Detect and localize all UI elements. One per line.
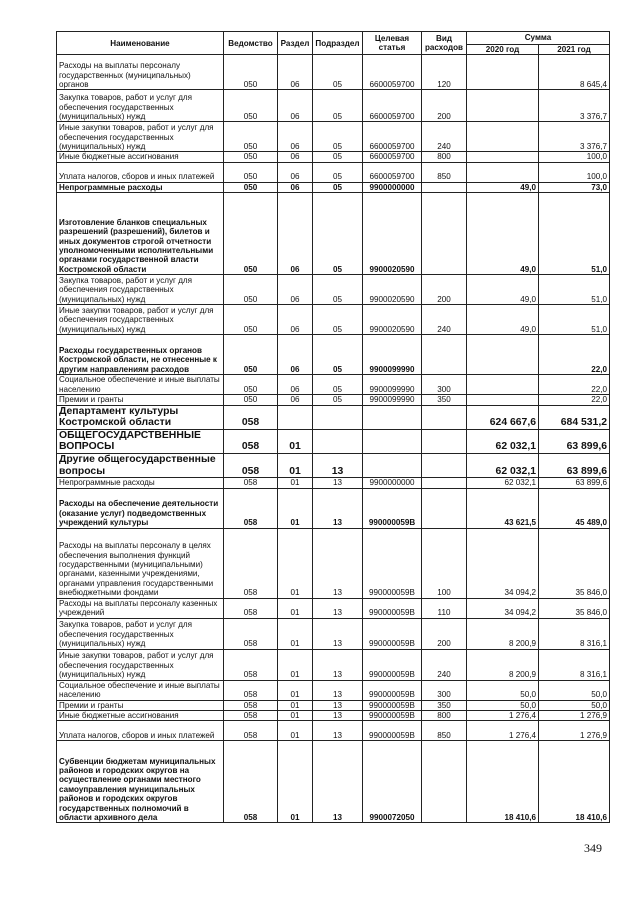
row-section: 06 bbox=[278, 122, 313, 152]
row-sum-2021: 73,0 bbox=[539, 182, 610, 192]
row-type: 300 bbox=[422, 375, 467, 395]
row-dept: 050 bbox=[224, 395, 278, 405]
row-sum-2020: 49,0 bbox=[467, 193, 539, 275]
row-section bbox=[278, 405, 313, 429]
row-sum-2020 bbox=[467, 122, 539, 152]
table-row bbox=[57, 454, 610, 478]
row-subsection: 13 bbox=[313, 598, 363, 618]
row-dept: 058 bbox=[224, 618, 278, 649]
row-target bbox=[363, 454, 422, 478]
header-subsection: Подраздел bbox=[313, 32, 363, 55]
row-section: 01 bbox=[278, 528, 313, 598]
row-subsection: 05 bbox=[313, 152, 363, 162]
row-type: 240 bbox=[422, 649, 467, 680]
row-dept: 058 bbox=[224, 478, 278, 488]
header-section: Раздел bbox=[278, 32, 313, 55]
table-row bbox=[57, 122, 610, 152]
row-subsection: 05 bbox=[313, 193, 363, 275]
row-sum-2021: 35 846,0 bbox=[539, 598, 610, 618]
row-type: 200 bbox=[422, 618, 467, 649]
row-type: 100 bbox=[422, 528, 467, 598]
table-row bbox=[57, 741, 610, 823]
row-target: 6600059700 bbox=[363, 162, 422, 182]
row-subsection: 05 bbox=[313, 275, 363, 305]
row-subsection: 13 bbox=[313, 680, 363, 700]
row-type: 120 bbox=[422, 55, 467, 90]
row-sum-2021: 51,0 bbox=[539, 275, 610, 305]
row-sum-2021: 22,0 bbox=[539, 395, 610, 405]
row-target bbox=[363, 429, 422, 453]
row-name: Закупка товаров, работ и услуг для обеспечения государственных (муниципальных) нужд bbox=[57, 618, 224, 649]
row-subsection: 05 bbox=[313, 162, 363, 182]
row-target: 990000059В bbox=[363, 598, 422, 618]
row-target: 9900000000 bbox=[363, 182, 422, 192]
table-row bbox=[57, 305, 610, 335]
table-row bbox=[57, 182, 610, 192]
row-sum-2021: 18 410,6 bbox=[539, 741, 610, 823]
row-sum-2021: 22,0 bbox=[539, 335, 610, 375]
row-dept: 058 bbox=[224, 700, 278, 710]
row-target: 6600059700 bbox=[363, 90, 422, 122]
row-subsection: 05 bbox=[313, 395, 363, 405]
row-target: 9900099990 bbox=[363, 375, 422, 395]
row-target: 6600059700 bbox=[363, 152, 422, 162]
row-section: 01 bbox=[278, 721, 313, 741]
row-sum-2020: 50,0 bbox=[467, 700, 539, 710]
row-sum-2020: 34 094,2 bbox=[467, 528, 539, 598]
row-sum-2021: 1 276,9 bbox=[539, 711, 610, 721]
row-name: Департамент культуры Костромской области bbox=[57, 405, 224, 429]
row-subsection: 05 bbox=[313, 375, 363, 395]
row-section: 06 bbox=[278, 275, 313, 305]
row-sum-2020 bbox=[467, 335, 539, 375]
row-target: 6600059700 bbox=[363, 122, 422, 152]
row-name: Изготовление бланков специальных разрешений (разрешений), билетов и иных документов строгой отчетности уполномоченными исполнительными органами государственной власти Костромской области bbox=[57, 193, 224, 275]
row-sum-2021: 100,0 bbox=[539, 152, 610, 162]
row-subsection: 13 bbox=[313, 741, 363, 823]
row-type bbox=[422, 429, 467, 453]
row-section: 06 bbox=[278, 162, 313, 182]
row-dept: 050 bbox=[224, 193, 278, 275]
row-sum-2021: 8 316,1 bbox=[539, 649, 610, 680]
table-row bbox=[57, 711, 610, 721]
row-name: Закупка товаров, работ и услуг для обеспечения государственных (муниципальных) нужд bbox=[57, 90, 224, 122]
row-sum-2020: 1 276,4 bbox=[467, 721, 539, 741]
header-name: Наименование bbox=[57, 32, 224, 55]
row-subsection: 13 bbox=[313, 454, 363, 478]
table-row bbox=[57, 649, 610, 680]
row-sum-2021: 3 376,7 bbox=[539, 122, 610, 152]
header-type: Вид расходов bbox=[422, 32, 467, 55]
row-type: 110 bbox=[422, 598, 467, 618]
row-type: 200 bbox=[422, 275, 467, 305]
row-type: 850 bbox=[422, 162, 467, 182]
row-subsection: 13 bbox=[313, 711, 363, 721]
page-number: 349 bbox=[584, 841, 602, 855]
row-name: Иные закупки товаров, работ и услуг для обеспечения государственных (муниципальных) нужд bbox=[57, 305, 224, 335]
row-sum-2020: 62 032,1 bbox=[467, 454, 539, 478]
table-row bbox=[57, 478, 610, 488]
row-name: Другие общегосударственные вопросы bbox=[57, 454, 224, 478]
row-section: 06 bbox=[278, 335, 313, 375]
row-section: 06 bbox=[278, 375, 313, 395]
row-section: 06 bbox=[278, 90, 313, 122]
row-section: 01 bbox=[278, 454, 313, 478]
row-sum-2020: 43 621,5 bbox=[467, 488, 539, 528]
row-sum-2020: 8 200,9 bbox=[467, 649, 539, 680]
row-sum-2020: 62 032,1 bbox=[467, 478, 539, 488]
row-name: Премии и гранты bbox=[57, 395, 224, 405]
row-subsection: 05 bbox=[313, 335, 363, 375]
row-target: 6600059700 bbox=[363, 55, 422, 90]
row-subsection bbox=[313, 429, 363, 453]
row-sum-2020 bbox=[467, 55, 539, 90]
row-sum-2020: 49,0 bbox=[467, 305, 539, 335]
row-name: Расходы на выплаты персоналу казенных учреждений bbox=[57, 598, 224, 618]
row-section: 06 bbox=[278, 305, 313, 335]
row-sum-2021: 63 899,6 bbox=[539, 478, 610, 488]
table-row bbox=[57, 395, 610, 405]
row-name: Иные бюджетные ассигнования bbox=[57, 152, 224, 162]
row-type: 240 bbox=[422, 305, 467, 335]
row-type: 200 bbox=[422, 90, 467, 122]
row-subsection: 13 bbox=[313, 478, 363, 488]
row-section: 01 bbox=[278, 488, 313, 528]
row-section: 01 bbox=[278, 711, 313, 721]
row-type: 240 bbox=[422, 122, 467, 152]
row-target: 990000059В bbox=[363, 618, 422, 649]
table-row bbox=[57, 700, 610, 710]
row-name: Уплата налогов, сборов и иных платежей bbox=[57, 721, 224, 741]
row-dept: 050 bbox=[224, 55, 278, 90]
row-target: 990000059В bbox=[363, 721, 422, 741]
row-sum-2020: 624 667,6 bbox=[467, 405, 539, 429]
row-type bbox=[422, 478, 467, 488]
row-sum-2021: 8 316,1 bbox=[539, 618, 610, 649]
row-target: 9900099990 bbox=[363, 335, 422, 375]
row-dept: 058 bbox=[224, 528, 278, 598]
row-sum-2021: 63 899,6 bbox=[539, 454, 610, 478]
table-row bbox=[57, 335, 610, 375]
row-target: 990000059В bbox=[363, 649, 422, 680]
row-sum-2021: 684 531,2 bbox=[539, 405, 610, 429]
row-sum-2021: 35 846,0 bbox=[539, 528, 610, 598]
row-sum-2020: 1 276,4 bbox=[467, 711, 539, 721]
table-row bbox=[57, 193, 610, 275]
row-sum-2021: 22,0 bbox=[539, 375, 610, 395]
row-sum-2020: 62 032,1 bbox=[467, 429, 539, 453]
row-section: 06 bbox=[278, 182, 313, 192]
row-subsection: 13 bbox=[313, 700, 363, 710]
row-dept: 058 bbox=[224, 488, 278, 528]
table-row bbox=[57, 618, 610, 649]
row-target: 9900099990 bbox=[363, 395, 422, 405]
row-name: Иные закупки товаров, работ и услуг для обеспечения государственных (муниципальных) нужд bbox=[57, 122, 224, 152]
row-dept: 050 bbox=[224, 182, 278, 192]
row-sum-2020 bbox=[467, 90, 539, 122]
row-name: Социальное обеспечение и иные выплаты населению bbox=[57, 375, 224, 395]
row-name: Непрограммные расходы bbox=[57, 182, 224, 192]
row-section: 01 bbox=[278, 598, 313, 618]
table-body bbox=[57, 55, 610, 823]
row-dept: 058 bbox=[224, 741, 278, 823]
row-target: 9900020590 bbox=[363, 275, 422, 305]
row-target bbox=[363, 405, 422, 429]
row-sum-2020: 18 410,6 bbox=[467, 741, 539, 823]
row-section: 01 bbox=[278, 618, 313, 649]
row-subsection bbox=[313, 405, 363, 429]
row-type bbox=[422, 488, 467, 528]
row-type: 800 bbox=[422, 152, 467, 162]
row-subsection: 13 bbox=[313, 649, 363, 680]
row-dept: 058 bbox=[224, 598, 278, 618]
row-target: 990000059В bbox=[363, 680, 422, 700]
row-name: ОБЩЕГОСУДАРСТВЕННЫЕ ВОПРОСЫ bbox=[57, 429, 224, 453]
row-dept: 058 bbox=[224, 454, 278, 478]
row-sum-2021: 51,0 bbox=[539, 305, 610, 335]
row-type bbox=[422, 454, 467, 478]
row-section: 06 bbox=[278, 395, 313, 405]
table-row bbox=[57, 680, 610, 700]
row-section: 06 bbox=[278, 193, 313, 275]
table-row bbox=[57, 90, 610, 122]
row-name: Иные закупки товаров, работ и услуг для обеспечения государственных (муниципальных) нужд bbox=[57, 649, 224, 680]
row-section: 01 bbox=[278, 741, 313, 823]
table-row bbox=[57, 488, 610, 528]
table-row bbox=[57, 405, 610, 429]
row-type bbox=[422, 182, 467, 192]
row-sum-2020: 50,0 bbox=[467, 680, 539, 700]
row-target: 990000059В bbox=[363, 528, 422, 598]
row-dept: 058 bbox=[224, 680, 278, 700]
row-section: 06 bbox=[278, 55, 313, 90]
row-name: Премии и гранты bbox=[57, 700, 224, 710]
row-dept: 050 bbox=[224, 152, 278, 162]
row-subsection: 05 bbox=[313, 182, 363, 192]
row-type bbox=[422, 405, 467, 429]
header-2020: 2020 год bbox=[467, 45, 539, 55]
table-row bbox=[57, 375, 610, 395]
row-name: Социальное обеспечение и иные выплаты населению bbox=[57, 680, 224, 700]
table-row bbox=[57, 429, 610, 453]
row-type: 350 bbox=[422, 395, 467, 405]
row-target: 990000059В bbox=[363, 700, 422, 710]
row-sum-2021: 1 276,9 bbox=[539, 721, 610, 741]
row-sum-2021: 45 489,0 bbox=[539, 488, 610, 528]
row-sum-2020: 8 200,9 bbox=[467, 618, 539, 649]
table-row bbox=[57, 162, 610, 182]
row-sum-2021: 51,0 bbox=[539, 193, 610, 275]
row-section: 01 bbox=[278, 429, 313, 453]
row-sum-2020: 49,0 bbox=[467, 182, 539, 192]
row-dept: 058 bbox=[224, 405, 278, 429]
row-sum-2020 bbox=[467, 395, 539, 405]
row-dept: 050 bbox=[224, 305, 278, 335]
row-sum-2021: 100,0 bbox=[539, 162, 610, 182]
table-row bbox=[57, 528, 610, 598]
row-sum-2020: 34 094,2 bbox=[467, 598, 539, 618]
header-target: Целевая статья bbox=[363, 32, 422, 55]
row-subsection: 13 bbox=[313, 721, 363, 741]
row-section: 01 bbox=[278, 680, 313, 700]
header-dept: Ведомство bbox=[224, 32, 278, 55]
row-section: 06 bbox=[278, 152, 313, 162]
row-sum-2020 bbox=[467, 375, 539, 395]
row-name: Расходы на обеспечение деятельности (оказание услуг) подведомственных учреждений культуры bbox=[57, 488, 224, 528]
row-dept: 050 bbox=[224, 162, 278, 182]
row-target: 9900000000 bbox=[363, 478, 422, 488]
table-row bbox=[57, 721, 610, 741]
row-name: Субвенции бюджетам муниципальных районов и городских округов на осуществление органами местного самоуправления муниципальных районов и городских округов государственных полномочий в области архивного дела bbox=[57, 741, 224, 823]
row-subsection: 05 bbox=[313, 55, 363, 90]
row-name: Непрограммные расходы bbox=[57, 478, 224, 488]
row-type bbox=[422, 335, 467, 375]
row-subsection: 05 bbox=[313, 305, 363, 335]
row-dept: 058 bbox=[224, 429, 278, 453]
row-type bbox=[422, 741, 467, 823]
row-dept: 050 bbox=[224, 375, 278, 395]
row-name: Закупка товаров, работ и услуг для обеспечения государственных (муниципальных) нужд bbox=[57, 275, 224, 305]
row-type: 850 bbox=[422, 721, 467, 741]
row-dept: 058 bbox=[224, 721, 278, 741]
row-section: 01 bbox=[278, 478, 313, 488]
row-dept: 050 bbox=[224, 335, 278, 375]
row-subsection: 05 bbox=[313, 90, 363, 122]
row-sum-2020: 49,0 bbox=[467, 275, 539, 305]
table-row bbox=[57, 275, 610, 305]
row-sum-2021: 50,0 bbox=[539, 700, 610, 710]
row-dept: 058 bbox=[224, 711, 278, 721]
row-dept: 050 bbox=[224, 275, 278, 305]
row-name: Уплата налогов, сборов и иных платежей bbox=[57, 162, 224, 182]
row-sum-2021: 8 645,4 bbox=[539, 55, 610, 90]
header-2021: 2021 год bbox=[539, 45, 610, 55]
row-dept: 050 bbox=[224, 90, 278, 122]
row-dept: 058 bbox=[224, 649, 278, 680]
header-sum: Сумма bbox=[467, 32, 610, 45]
row-section: 01 bbox=[278, 700, 313, 710]
row-sum-2020 bbox=[467, 152, 539, 162]
row-target: 9900020590 bbox=[363, 305, 422, 335]
row-dept: 050 bbox=[224, 122, 278, 152]
row-subsection: 05 bbox=[313, 122, 363, 152]
budget-table bbox=[56, 31, 610, 823]
row-sum-2021: 3 376,7 bbox=[539, 90, 610, 122]
row-subsection: 13 bbox=[313, 488, 363, 528]
row-type: 350 bbox=[422, 700, 467, 710]
row-type bbox=[422, 193, 467, 275]
row-subsection: 13 bbox=[313, 528, 363, 598]
table-row bbox=[57, 152, 610, 162]
row-name: Расходы на выплаты персоналу в целях обеспечения выполнения функций государственными (муниципальными) органами, казенными учреждениями, органами управления государственными внебюджетными фондами bbox=[57, 528, 224, 598]
row-sum-2021: 50,0 bbox=[539, 680, 610, 700]
row-target: 9900020590 bbox=[363, 193, 422, 275]
row-name: Расходы на выплаты персоналу государственных (муниципальных) органов bbox=[57, 55, 224, 90]
row-sum-2020 bbox=[467, 162, 539, 182]
row-target: 990000059В bbox=[363, 488, 422, 528]
row-type: 300 bbox=[422, 680, 467, 700]
row-subsection: 13 bbox=[313, 618, 363, 649]
row-target: 9900072050 bbox=[363, 741, 422, 823]
row-section: 01 bbox=[278, 649, 313, 680]
table-header bbox=[57, 32, 610, 55]
table-row bbox=[57, 598, 610, 618]
row-sum-2021: 63 899,6 bbox=[539, 429, 610, 453]
row-name: Иные бюджетные ассигнования bbox=[57, 711, 224, 721]
row-name: Расходы государственных органов Костромской области, не отнесенные к другим направлениям расходов bbox=[57, 335, 224, 375]
table-row bbox=[57, 55, 610, 90]
row-type: 800 bbox=[422, 711, 467, 721]
row-target: 990000059В bbox=[363, 711, 422, 721]
